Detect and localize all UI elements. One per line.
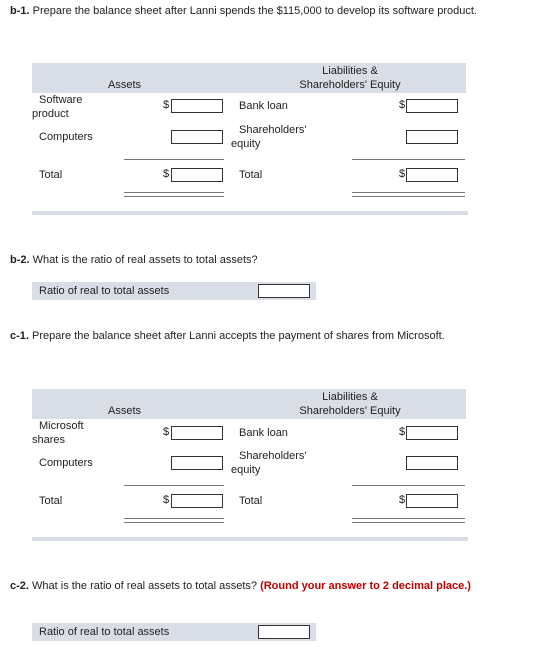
liab-label-bank-loan: Bank loan	[239, 100, 288, 112]
subtotal-line	[124, 159, 224, 160]
total-assets-input[interactable]	[171, 168, 223, 182]
total-label: Total	[39, 169, 63, 181]
computers-input[interactable]	[171, 456, 223, 470]
liabilities-header: Liabilities & Shareholders' Equity	[299, 65, 401, 91]
dollar-sign: $	[163, 168, 170, 180]
liab-label-shareholders-equity: Shareholders' equity	[231, 450, 307, 476]
double-underline	[352, 196, 465, 197]
question-c2	[10, 579, 526, 593]
subtotal-line	[124, 485, 224, 486]
dollar-sign: $	[399, 99, 406, 111]
dollar-sign: $	[399, 494, 406, 506]
microsoft-shares-input[interactable]	[171, 426, 223, 440]
total-assets-input[interactable]	[171, 494, 223, 508]
double-underline	[124, 192, 224, 193]
subtotal-line	[352, 159, 465, 160]
ratio-label: Ratio of real to total assets	[39, 626, 170, 638]
total-liabilities-input[interactable]	[406, 494, 458, 508]
double-underline	[352, 522, 465, 523]
question-c1	[10, 329, 526, 343]
question-b2	[10, 253, 526, 267]
software-product-input[interactable]	[171, 99, 223, 113]
question-text: Prepare the balance sheet after Lanni spends the $115,000 to develop its software product.	[29, 5, 477, 17]
shareholders-equity-input[interactable]	[406, 130, 458, 144]
double-underline	[124, 522, 224, 523]
question-number: c-1.	[10, 330, 29, 342]
assets-header: Assets	[108, 405, 142, 417]
dollar-sign: $	[163, 426, 170, 438]
section-divider	[32, 211, 468, 215]
dollar-sign: $	[163, 494, 170, 506]
assets-header: Assets	[108, 79, 142, 91]
asset-label-computers: Computers	[39, 131, 93, 143]
total-liabilities-input[interactable]	[406, 168, 458, 182]
subtotal-line	[352, 485, 465, 486]
double-underline	[352, 192, 465, 193]
dollar-sign: $	[399, 168, 406, 180]
total-label: Total	[239, 495, 263, 507]
double-underline	[352, 518, 465, 519]
shareholders-equity-input[interactable]	[406, 456, 458, 470]
section-divider	[32, 537, 468, 541]
rounding-instruction: (Round your answer to 2 decimal place.)	[260, 580, 471, 592]
question-number: b-1.	[10, 5, 30, 17]
ratio-input-c2[interactable]	[258, 625, 310, 639]
total-label: Total	[39, 495, 63, 507]
liab-label-shareholders-equity: Shareholders' equity	[231, 124, 307, 150]
ratio-label: Ratio of real to total assets	[39, 285, 170, 297]
question-text: Prepare the balance sheet after Lanni accepts the payment of shares from Microsoft.	[28, 330, 445, 342]
asset-label-microsoft-shares: Microsoft shares	[32, 420, 84, 446]
bank-loan-input[interactable]	[406, 426, 458, 440]
computers-input[interactable]	[171, 130, 223, 144]
dollar-sign: $	[399, 426, 406, 438]
asset-label-software: Software product	[32, 94, 83, 120]
question-b1	[10, 4, 526, 18]
question-number: c-2.	[10, 580, 29, 592]
bank-loan-input[interactable]	[406, 99, 458, 113]
liabilities-header: Liabilities & Shareholders' Equity	[299, 391, 401, 417]
total-label: Total	[239, 169, 263, 181]
question-text: What is the ratio of real assets to total assets?	[29, 254, 258, 266]
double-underline	[124, 196, 224, 197]
question-text: What is the ratio of real assets to total assets?	[28, 580, 261, 592]
dollar-sign: $	[163, 99, 170, 111]
asset-label-computers: Computers	[39, 457, 93, 469]
double-underline	[124, 518, 224, 519]
ratio-input-b2[interactable]	[258, 284, 310, 298]
question-number: b-2.	[10, 254, 30, 266]
liab-label-bank-loan: Bank loan	[239, 427, 288, 439]
